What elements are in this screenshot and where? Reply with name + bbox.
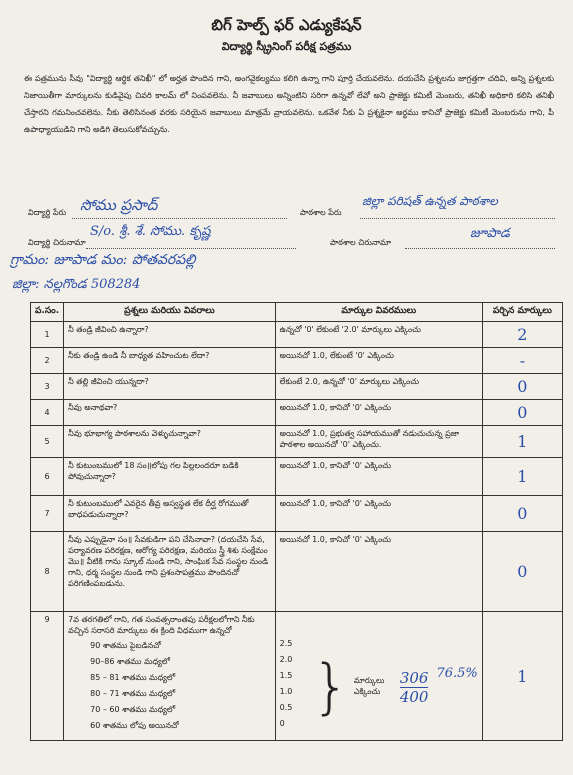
row-question: నీకు తండ్రి ఉండి నీ బాధ్యత వహించుట లేదా? xyxy=(64,348,276,374)
fraction-bottom: 400 xyxy=(399,687,429,706)
address-value: S/o. శ్రీ. శే. సోము. కృష్ణ xyxy=(90,224,211,239)
grade-point: 1.5 xyxy=(279,671,293,680)
row-marks[interactable]: 1 xyxy=(482,612,562,741)
row-details: అయినచో 1.0, కానిచో '0' ఎక్కించు xyxy=(275,458,482,496)
grade-range: 70 – 60 శాతము మధ్యలో xyxy=(90,705,176,714)
row-marks[interactable]: 0 xyxy=(482,496,562,532)
grade-range: 90 శాతము పైబడినచో xyxy=(90,641,161,650)
student-name-value: సోము ప్రసాద్ xyxy=(80,196,158,214)
header-marks: పర్చిన మార్కులు xyxy=(482,303,562,322)
row-details: అయినచో 1.0, కానిచో '0' ఎక్కించు xyxy=(275,496,482,532)
row-number: 9 xyxy=(31,612,64,741)
row-question-grades xyxy=(64,612,276,741)
student-name-label: విద్యార్థి పేరు xyxy=(28,208,67,217)
row-marks[interactable]: - xyxy=(482,348,562,374)
table-row xyxy=(31,400,563,426)
grade-ranges xyxy=(68,641,271,737)
form-subtitle: విద్యార్థి స్క్రీనింగ్ పరీక్ష పత్రము xyxy=(221,40,352,53)
table-row xyxy=(31,532,563,612)
school-address-line xyxy=(405,248,555,249)
row-question: నీవు ఎప్పుడైనా సం॥ సేవకుడిగా పని చేసినావా? (దయచేసి సేవ, పర్యావరణ పరిరక్షణ, ఆరోగ్య పరిరక్షణ, మరియు స్త్రీ శిశు సంక్షేమం మొ॥ వీటికి గాను స్కూల్ నుండి గాని, సాంఘిక సేవ సంస్థల నుండి గాని, ధర్మ సంస్థల నుండి గాని ప్రశంసాపత్రము పొందినచో పరిగణింపబడును. xyxy=(64,532,276,612)
row-number: 5 xyxy=(31,426,64,458)
row-marks[interactable]: 0 xyxy=(482,532,562,612)
table-row xyxy=(31,426,563,458)
row-number: 8 xyxy=(31,532,64,612)
grade-point: 0.5 xyxy=(279,703,293,712)
curly-brace: } xyxy=(311,652,350,722)
row-number: 2 xyxy=(31,348,64,374)
grade-range: 85 – 81 శాతము మధ్యలో xyxy=(90,673,176,682)
row-question: నీవు భూభాగ్య పాఠశాలను వెళ్ళుచున్నావా? xyxy=(64,426,276,458)
grade-points xyxy=(280,639,308,735)
address-label: విద్యార్థి చిరునామా xyxy=(28,238,86,247)
row-number: 6 xyxy=(31,458,64,496)
row-details: ఉన్నచో '0' లేకుంటే '2.0' మార్కులు ఎక్కించు xyxy=(275,322,482,348)
grade-point: 0 xyxy=(279,719,285,728)
table-row xyxy=(31,612,563,741)
row-marks[interactable]: 0 xyxy=(482,374,562,400)
district-value: జిల్లా: నల్లగొండ 508284 xyxy=(12,277,141,292)
school-name-value: జిల్లా పరిషత్ ఉన్నత పాఠశాల xyxy=(362,194,498,208)
screening-table xyxy=(30,302,563,741)
marks-entry-label: మార్కులు ఎక్కించు xyxy=(353,676,385,696)
grade-range: 80 – 71 శాతము మధ్యలో xyxy=(90,689,176,698)
school-name-line xyxy=(360,218,555,219)
student-name-line xyxy=(72,218,287,219)
school-address-value: జూపాడ xyxy=(470,226,510,241)
row-number: 7 xyxy=(31,496,64,532)
header-serial: ప.సం. xyxy=(31,303,64,322)
row-details: అయినచో 1.0, కానిచో '0' ఎక్కించు xyxy=(275,400,482,426)
form-title: బిగ్ హెల్ప్ ఫర్ ఎడ్యుకేషన్ xyxy=(211,16,362,34)
row-details: అయినచో 1.0, లేకుంటే '0' ఎక్కించు xyxy=(275,348,482,374)
row-question: నీ కుటుంబములో ఎవరైన తీవ్ర అస్వస్థత లేక దీర్ఘ రోగముతో బాధపడుచున్నారా? xyxy=(64,496,276,532)
row-marks[interactable]: 0 xyxy=(482,400,562,426)
grade-point: 2.0 xyxy=(279,655,293,664)
row-question: నీ తండ్రి జీవించి ఉన్నారా? xyxy=(64,322,276,348)
row-number: 1 xyxy=(31,322,64,348)
table-row xyxy=(31,322,563,348)
row-details: అయినచో 1.0, కానిచో '0' ఎక్కించు xyxy=(275,532,482,612)
intro-paragraph: ఈ పత్రమును సీవు "విద్యార్థి ఆర్థిక తనిఖీ" లో అర్హత పొందిన గాని, అంగవైకల్యము కలిగి ఉన్నా గాని పూర్తి చేయవలెను. దయచేసి ప్రశ్నలను జాగ్రత్తగా చదివి, అన్ని ప్రశ్నలకు నిజాయితీగా మార్కులను కుడివైపు చివరి కాలమ్ లో నింపవలెను. నీ జవాబులు అన్నింటిని సరిగా ఉన్నవో లేవో అని ప్రాజెక్టు కమిటీ మెంబరు, తనిఖీ అధికారి కలిసి తనిఖీ చేస్తారని గమనించవలెను. నీకు తెలిసినంత వరకు సరియైన జవాబులు మాత్రమే వ్రాయవలెను. ఒకవేళ నీకు ఏ ప్రశ్నకైనా అర్థము కానిచో ప్రాజెక్టు కమిటీ మెంబరును గాని, పీ ఉపాధ్యాయుడిని గాని అడిగి తెలుసుకోవచ్చును. xyxy=(24,74,554,134)
row-details: లేకుంటే 2.0, ఉన్నచో '0' మార్కులు ఎక్కించు xyxy=(275,374,482,400)
school-name-label: పాఠశాల పేరు xyxy=(300,208,342,217)
row-question: నీవు అనాథవా? xyxy=(64,400,276,426)
table-row xyxy=(31,348,563,374)
grades-intro: 7వ తరగతిలో గాని, గత సంవత్సరాంతపు పరీక్షలలోగాని నీకు వచ్చిన సరాసరి మార్కులు ఈ క్రింది విధముగా ఉన్నచో xyxy=(68,615,255,635)
row-marks[interactable]: 1 xyxy=(482,458,562,496)
score-percent: 76.5% xyxy=(436,665,478,681)
row-number: 3 xyxy=(31,374,64,400)
table-row xyxy=(31,496,563,532)
row-number: 4 xyxy=(31,400,64,426)
row-details-grades xyxy=(275,612,482,741)
row-question: నీ కుటుంబములో 18 సం॥లోపు గల పిల్లలందరూ బడికి పోవుచున్నారా? xyxy=(64,458,276,496)
row-marks[interactable]: 1 xyxy=(482,426,562,458)
address-line xyxy=(86,248,296,249)
row-details: అయినచో 1.0, ప్రభుత్వ సహాయముతో నడుచుచున్న ప్రజా పాఠశాల అయినచో '0' ఎక్కించు. xyxy=(275,426,482,458)
row-question: నీ తల్లి జీవించి యున్నదా? xyxy=(64,374,276,400)
table-row xyxy=(31,458,563,496)
grade-point: 2.5 xyxy=(279,639,293,648)
grade-range: 60 శాతము లోపు అయినచో xyxy=(90,721,179,730)
fraction-top: 306 xyxy=(399,668,429,687)
row-marks[interactable]: 2 xyxy=(482,322,562,348)
score-fraction xyxy=(400,669,429,706)
grade-range: 90–86 శాతము మధ్యలో xyxy=(90,657,171,666)
header-question: ప్రశ్నలు మరియు వివరాలు xyxy=(64,303,276,322)
table-row xyxy=(31,374,563,400)
table-header-row xyxy=(31,303,563,322)
header-details: మార్కుల వివరములు xyxy=(275,303,482,322)
grade-point: 1.0 xyxy=(279,687,293,696)
village-value: గ్రామం: జూపాడ మం: పోతవరపల్లి xyxy=(10,252,196,268)
school-address-label: పాఠశాల చిరునామా xyxy=(330,238,391,247)
